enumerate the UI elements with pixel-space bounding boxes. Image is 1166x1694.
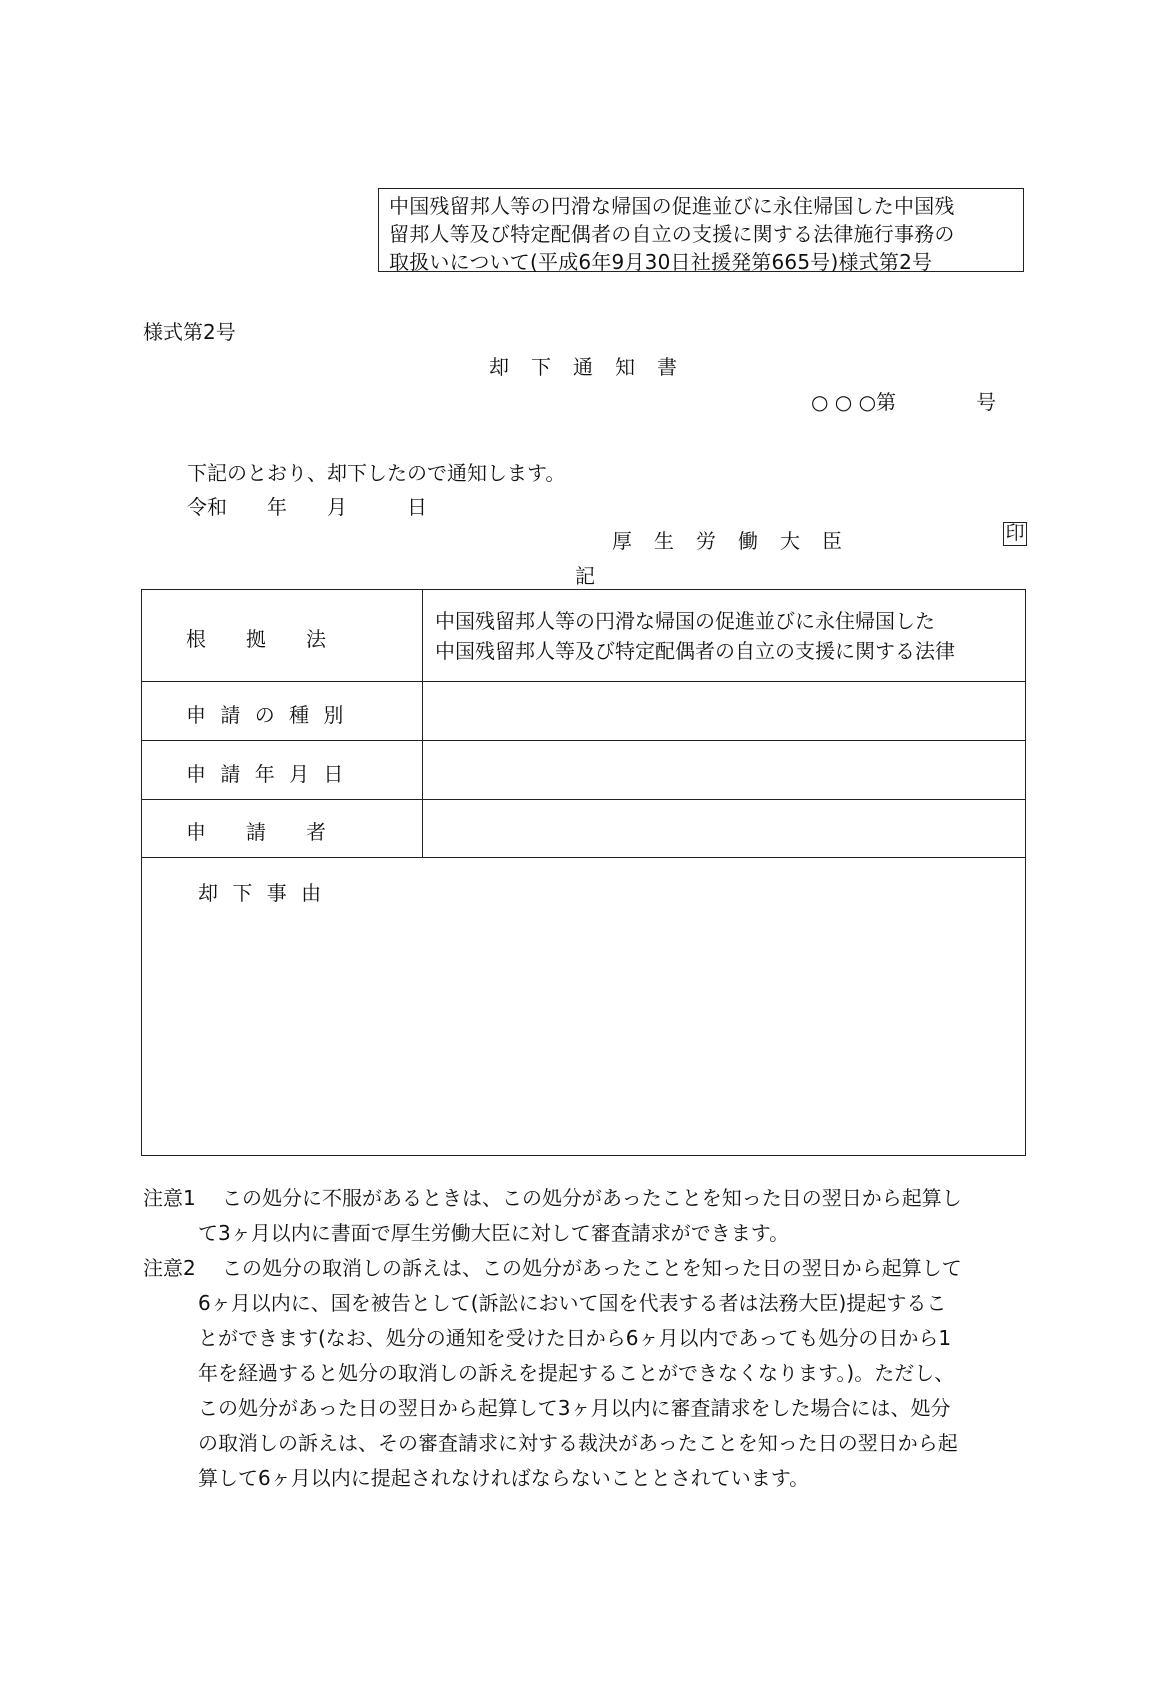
seal-mark: 印 bbox=[1003, 522, 1027, 546]
document-number: ○ ○ ○第 号 bbox=[811, 390, 997, 414]
row-divider bbox=[142, 799, 1025, 800]
row-divider bbox=[142, 681, 1025, 682]
notice-table bbox=[141, 589, 1026, 1156]
note-2-line: 算して6ヶ月以内に提起されなければならないこととされています。 bbox=[198, 1466, 810, 1490]
form-label: 様式第2号 bbox=[143, 320, 236, 344]
basis-law-value-line: 中国残留邦人等の円滑な帰国の促進並びに永住帰国した bbox=[435, 609, 935, 633]
row-divider bbox=[142, 740, 1025, 741]
note-2-line: この処分があった日の翌日から起算して3ヶ月以内に審査請求をした場合には、処分 bbox=[198, 1396, 951, 1420]
note-1-line: て3ヶ月以内に書面で厚生労働大臣に対して審査請求ができます。 bbox=[198, 1221, 790, 1245]
intro-text: 下記のとおり、却下したので通知します。 bbox=[187, 461, 566, 485]
note-2-line: 年を経過すると処分の取消しの訴えを提起することができなくなります。)。ただし、 bbox=[198, 1361, 955, 1385]
note-2-line: 6ヶ月以内に、国を被告として(訴訟において国を代表する者は法務大臣)提起するこ bbox=[198, 1291, 947, 1315]
header-reference-box bbox=[378, 188, 1024, 272]
basis-law-value-line: 中国残留邦人等及び特定配偶者の自立の支援に関する法律 bbox=[435, 639, 955, 663]
row-label-applicant: 申 請 者 bbox=[186, 820, 326, 844]
note-1-line: この処分に不服があるときは、この処分があったことを知った日の翌日から起算し bbox=[222, 1186, 962, 1210]
ki-label: 記 bbox=[575, 564, 595, 588]
row-label-application-date: 申 請 年 月 日 bbox=[186, 762, 348, 786]
rejection-reason-label: 却 下 事 由 bbox=[198, 881, 326, 905]
header-line: 取扱いについて(平成6年9月30日社援発第665号)様式第2号 bbox=[389, 250, 933, 274]
issuer-name: 厚生労働大臣 bbox=[612, 529, 864, 553]
column-divider bbox=[422, 590, 423, 857]
note-1-label: 注意1 bbox=[143, 1186, 196, 1210]
document-title: 却下通知書 bbox=[489, 355, 699, 379]
header-line: 留邦人等及び特定配偶者の自立の支援に関する法律施行事務の bbox=[389, 222, 955, 246]
note-2-label: 注意2 bbox=[143, 1256, 196, 1280]
note-2-line: この処分の取消しの訴えは、この処分があったことを知った日の翌日から起算して bbox=[222, 1256, 962, 1280]
note-2-line: の取消しの訴えは、その審査請求に対する裁決があったことを知った日の翌日から起 bbox=[198, 1431, 958, 1455]
row-divider bbox=[142, 857, 1025, 858]
date-line: 令和 年 月 日 bbox=[187, 495, 427, 519]
row-label-basis-law: 根 拠 法 bbox=[186, 627, 326, 651]
header-line: 中国残留邦人等の円滑な帰国の促進並びに永住帰国した中国残 bbox=[389, 194, 955, 218]
note-2-line: とができます(なお、処分の通知を受けた日から6ヶ月以内であっても処分の日から1 bbox=[198, 1326, 952, 1350]
row-label-application-type: 申 請 の 種 別 bbox=[186, 703, 348, 727]
